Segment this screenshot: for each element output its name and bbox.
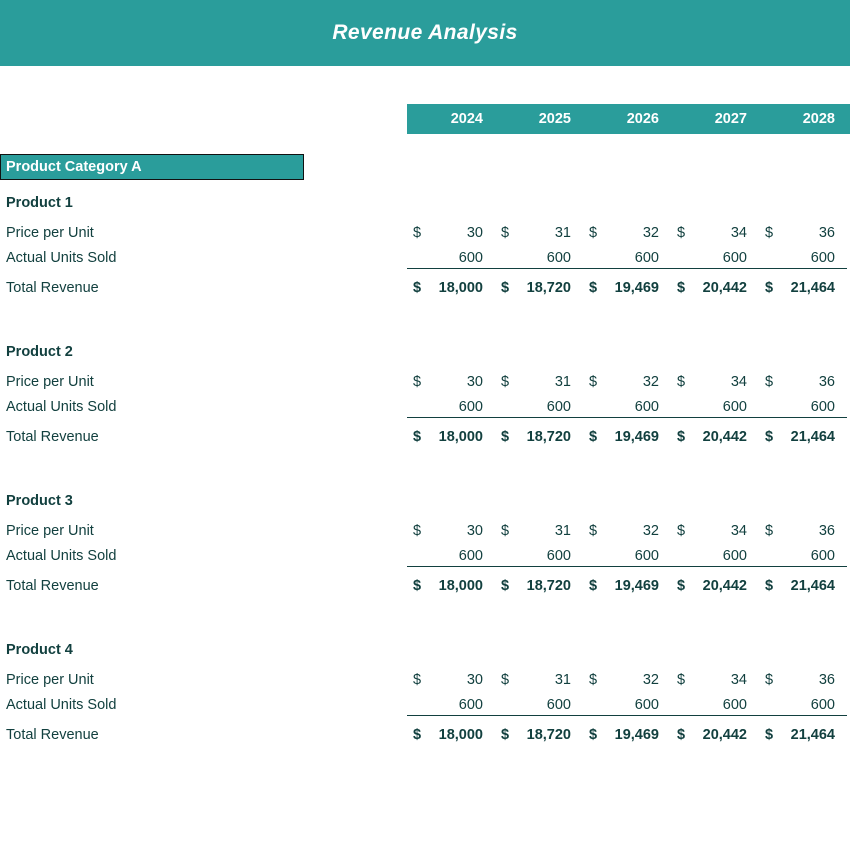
row-label-price: Price per Unit bbox=[6, 671, 94, 688]
units-cell bbox=[583, 546, 671, 567]
currency-symbol: $ bbox=[501, 280, 510, 296]
currency-symbol: $ bbox=[589, 224, 598, 241]
row-spacer bbox=[0, 454, 850, 484]
currency-symbol: $ bbox=[501, 671, 510, 688]
table-row bbox=[0, 633, 850, 667]
cell-value: 600 bbox=[546, 696, 571, 713]
row-label-units: Actual Units Sold bbox=[6, 548, 117, 564]
units-cell bbox=[495, 546, 583, 567]
cell-value: 20,442 bbox=[702, 280, 747, 296]
currency-symbol: $ bbox=[413, 522, 422, 539]
currency-symbol: $ bbox=[589, 727, 598, 743]
total-cell bbox=[495, 278, 583, 298]
price-cell bbox=[407, 372, 495, 392]
currency-symbol: $ bbox=[501, 522, 510, 539]
total-cell bbox=[583, 576, 671, 596]
total-cell bbox=[583, 278, 671, 298]
cell-value: 32 bbox=[642, 671, 659, 688]
row-label-price: Price per Unit bbox=[6, 373, 94, 390]
currency-symbol: $ bbox=[765, 373, 774, 390]
cell-value: 600 bbox=[634, 547, 659, 564]
units-cell bbox=[407, 248, 495, 269]
cell-value: 30 bbox=[466, 522, 483, 539]
price-cell bbox=[759, 521, 847, 541]
total-cells bbox=[407, 427, 850, 447]
currency-symbol: $ bbox=[413, 671, 422, 688]
currency-symbol: $ bbox=[765, 280, 774, 296]
cell-value: 31 bbox=[554, 522, 571, 539]
table-row bbox=[0, 420, 850, 454]
cell-value: 19,469 bbox=[614, 578, 659, 594]
currency-symbol: $ bbox=[413, 727, 422, 743]
cell-value: 600 bbox=[634, 696, 659, 713]
table-row bbox=[0, 245, 850, 271]
currency-symbol: $ bbox=[589, 578, 598, 594]
cell-value: 30 bbox=[466, 224, 483, 241]
total-cell bbox=[407, 427, 495, 447]
total-cells bbox=[407, 725, 850, 745]
cell-value: 21,464 bbox=[790, 578, 835, 594]
title-banner bbox=[0, 0, 850, 66]
total-cell bbox=[671, 427, 759, 447]
cell-value: 18,720 bbox=[526, 727, 571, 743]
total-cell bbox=[671, 576, 759, 596]
units-cell bbox=[583, 695, 671, 716]
units-cell bbox=[495, 397, 583, 418]
price-cell bbox=[583, 521, 671, 541]
price-cell bbox=[759, 223, 847, 243]
cell-value: 20,442 bbox=[702, 727, 747, 743]
price-cells bbox=[407, 372, 850, 392]
total-cell bbox=[495, 576, 583, 596]
table-row bbox=[0, 369, 850, 394]
table-row bbox=[0, 518, 850, 543]
price-cell bbox=[407, 223, 495, 243]
cell-value: 21,464 bbox=[790, 429, 835, 445]
cell-value: 34 bbox=[730, 671, 747, 688]
price-cell bbox=[495, 223, 583, 243]
currency-symbol: $ bbox=[413, 280, 422, 296]
units-cell bbox=[407, 695, 495, 716]
price-cell bbox=[671, 521, 759, 541]
column-header-year: 2027 bbox=[714, 111, 747, 127]
units-cell bbox=[495, 695, 583, 716]
units-cells bbox=[407, 695, 850, 716]
table-row bbox=[0, 220, 850, 245]
cell-value: 600 bbox=[458, 696, 483, 713]
currency-symbol: $ bbox=[677, 727, 686, 743]
table-row bbox=[0, 543, 850, 569]
cell-value: 600 bbox=[634, 249, 659, 266]
total-cell bbox=[583, 427, 671, 447]
price-cells bbox=[407, 521, 850, 541]
cell-value: 31 bbox=[554, 373, 571, 390]
currency-symbol: $ bbox=[413, 578, 422, 594]
cell-value: 18,000 bbox=[438, 727, 483, 743]
price-cell bbox=[407, 521, 495, 541]
currency-symbol: $ bbox=[765, 578, 774, 594]
units-cell bbox=[407, 546, 495, 567]
total-cell bbox=[583, 725, 671, 745]
currency-symbol: $ bbox=[501, 578, 510, 594]
price-cells bbox=[407, 223, 850, 243]
cell-value: 36 bbox=[818, 522, 835, 539]
units-cell bbox=[759, 546, 847, 567]
cell-value: 600 bbox=[546, 249, 571, 266]
row-label-total: Total Revenue bbox=[6, 280, 99, 296]
price-cell bbox=[759, 670, 847, 690]
price-cell bbox=[495, 521, 583, 541]
units-cell bbox=[671, 397, 759, 418]
row-spacer bbox=[0, 603, 850, 633]
product-name: Product 3 bbox=[6, 493, 73, 509]
total-cell bbox=[759, 725, 847, 745]
currency-symbol: $ bbox=[765, 727, 774, 743]
units-cell bbox=[759, 248, 847, 269]
cell-value: 600 bbox=[722, 398, 747, 415]
units-cell bbox=[407, 397, 495, 418]
cell-value: 600 bbox=[458, 398, 483, 415]
units-cell bbox=[671, 546, 759, 567]
category-label[interactable]: Product Category A bbox=[0, 154, 304, 180]
column-header-year: 2026 bbox=[626, 111, 659, 127]
cell-value: 18,720 bbox=[526, 280, 571, 296]
column-header-year: 2028 bbox=[802, 111, 835, 127]
cell-value: 19,469 bbox=[614, 280, 659, 296]
product-name: Product 4 bbox=[6, 642, 73, 658]
table-row bbox=[0, 186, 850, 220]
cell-value: 600 bbox=[458, 547, 483, 564]
units-cell bbox=[583, 248, 671, 269]
table-row bbox=[0, 394, 850, 420]
cell-value: 18,000 bbox=[438, 280, 483, 296]
cell-value: 36 bbox=[818, 373, 835, 390]
units-cells bbox=[407, 546, 850, 567]
units-cells bbox=[407, 248, 850, 269]
currency-symbol: $ bbox=[501, 224, 510, 241]
currency-symbol: $ bbox=[765, 522, 774, 539]
table-row bbox=[0, 271, 850, 305]
year-header-band bbox=[407, 104, 850, 134]
total-cells bbox=[407, 278, 850, 298]
row-label-price: Price per Unit bbox=[6, 224, 94, 241]
currency-symbol: $ bbox=[589, 522, 598, 539]
total-cell bbox=[759, 427, 847, 447]
price-cell bbox=[671, 223, 759, 243]
currency-symbol: $ bbox=[677, 373, 686, 390]
units-cells bbox=[407, 397, 850, 418]
total-cell bbox=[495, 725, 583, 745]
currency-symbol: $ bbox=[677, 522, 686, 539]
cell-value: 34 bbox=[730, 522, 747, 539]
row-label-price: Price per Unit bbox=[6, 522, 94, 539]
currency-symbol: $ bbox=[677, 429, 686, 445]
currency-symbol: $ bbox=[589, 429, 598, 445]
price-cell bbox=[583, 223, 671, 243]
cell-value: 31 bbox=[554, 224, 571, 241]
cell-value: 34 bbox=[730, 224, 747, 241]
page-title: Revenue Analysis bbox=[332, 21, 518, 44]
column-header-year: 2024 bbox=[450, 111, 483, 127]
cell-value: 19,469 bbox=[614, 727, 659, 743]
currency-symbol: $ bbox=[501, 429, 510, 445]
price-cells bbox=[407, 670, 850, 690]
cell-value: 30 bbox=[466, 671, 483, 688]
cell-value: 600 bbox=[810, 696, 835, 713]
column-header-year: 2025 bbox=[538, 111, 571, 127]
row-spacer bbox=[0, 305, 850, 335]
cell-value: 21,464 bbox=[790, 280, 835, 296]
row-label-units: Actual Units Sold bbox=[6, 399, 117, 415]
cell-value: 19,469 bbox=[614, 429, 659, 445]
row-label-total: Total Revenue bbox=[6, 429, 99, 445]
currency-symbol: $ bbox=[589, 671, 598, 688]
price-cell bbox=[583, 670, 671, 690]
table-row bbox=[0, 484, 850, 518]
units-cell bbox=[583, 397, 671, 418]
row-label-total: Total Revenue bbox=[6, 578, 99, 594]
cell-value: 34 bbox=[730, 373, 747, 390]
price-cell bbox=[671, 372, 759, 392]
row-label-units: Actual Units Sold bbox=[6, 697, 117, 713]
cell-value: 21,464 bbox=[790, 727, 835, 743]
currency-symbol: $ bbox=[677, 224, 686, 241]
currency-symbol: $ bbox=[677, 280, 686, 296]
cell-value: 600 bbox=[722, 696, 747, 713]
total-cell bbox=[759, 278, 847, 298]
units-cell bbox=[671, 248, 759, 269]
currency-symbol: $ bbox=[413, 373, 422, 390]
price-cell bbox=[583, 372, 671, 392]
cell-value: 600 bbox=[722, 249, 747, 266]
price-cell bbox=[671, 670, 759, 690]
cell-value: 18,720 bbox=[526, 578, 571, 594]
product-name: Product 1 bbox=[6, 195, 73, 211]
total-cell bbox=[407, 576, 495, 596]
cell-value: 32 bbox=[642, 224, 659, 241]
product-name: Product 2 bbox=[6, 344, 73, 360]
currency-symbol: $ bbox=[765, 429, 774, 445]
row-label-units: Actual Units Sold bbox=[6, 250, 117, 266]
price-cell bbox=[759, 372, 847, 392]
cell-value: 20,442 bbox=[702, 429, 747, 445]
cell-value: 600 bbox=[458, 249, 483, 266]
total-cell bbox=[407, 725, 495, 745]
currency-symbol: $ bbox=[501, 727, 510, 743]
cell-value: 600 bbox=[634, 398, 659, 415]
cell-value: 600 bbox=[810, 398, 835, 415]
total-cell bbox=[407, 278, 495, 298]
currency-symbol: $ bbox=[677, 671, 686, 688]
currency-symbol: $ bbox=[589, 373, 598, 390]
cell-value: 32 bbox=[642, 522, 659, 539]
total-cell bbox=[671, 725, 759, 745]
table-body bbox=[0, 148, 850, 752]
total-cells bbox=[407, 576, 850, 596]
currency-symbol: $ bbox=[413, 429, 422, 445]
price-cell bbox=[495, 372, 583, 392]
currency-symbol: $ bbox=[765, 224, 774, 241]
cell-value: 600 bbox=[810, 249, 835, 266]
units-cell bbox=[759, 695, 847, 716]
cell-value: 18,720 bbox=[526, 429, 571, 445]
total-cell bbox=[495, 427, 583, 447]
price-cell bbox=[495, 670, 583, 690]
units-cell bbox=[759, 397, 847, 418]
table-row bbox=[0, 569, 850, 603]
currency-symbol: $ bbox=[413, 224, 422, 241]
total-cell bbox=[759, 576, 847, 596]
currency-symbol: $ bbox=[677, 578, 686, 594]
cell-value: 18,000 bbox=[438, 429, 483, 445]
table-row bbox=[0, 667, 850, 692]
cell-value: 18,000 bbox=[438, 578, 483, 594]
table-row bbox=[0, 718, 850, 752]
units-cell bbox=[495, 248, 583, 269]
cell-value: 600 bbox=[722, 547, 747, 564]
cell-value: 31 bbox=[554, 671, 571, 688]
cell-value: 30 bbox=[466, 373, 483, 390]
units-cell bbox=[671, 695, 759, 716]
total-cell bbox=[671, 278, 759, 298]
currency-symbol: $ bbox=[765, 671, 774, 688]
cell-value: 600 bbox=[546, 547, 571, 564]
cell-value: 36 bbox=[818, 224, 835, 241]
currency-symbol: $ bbox=[589, 280, 598, 296]
cell-value: 20,442 bbox=[702, 578, 747, 594]
cell-value: 32 bbox=[642, 373, 659, 390]
cell-value: 600 bbox=[546, 398, 571, 415]
price-cell bbox=[407, 670, 495, 690]
cell-value: 600 bbox=[810, 547, 835, 564]
currency-symbol: $ bbox=[501, 373, 510, 390]
table-row bbox=[0, 692, 850, 718]
category-row bbox=[0, 148, 850, 186]
cell-value: 36 bbox=[818, 671, 835, 688]
year-header-row bbox=[0, 104, 850, 134]
row-label-total: Total Revenue bbox=[6, 727, 99, 743]
year-header-spacer bbox=[0, 104, 407, 134]
table-row bbox=[0, 335, 850, 369]
